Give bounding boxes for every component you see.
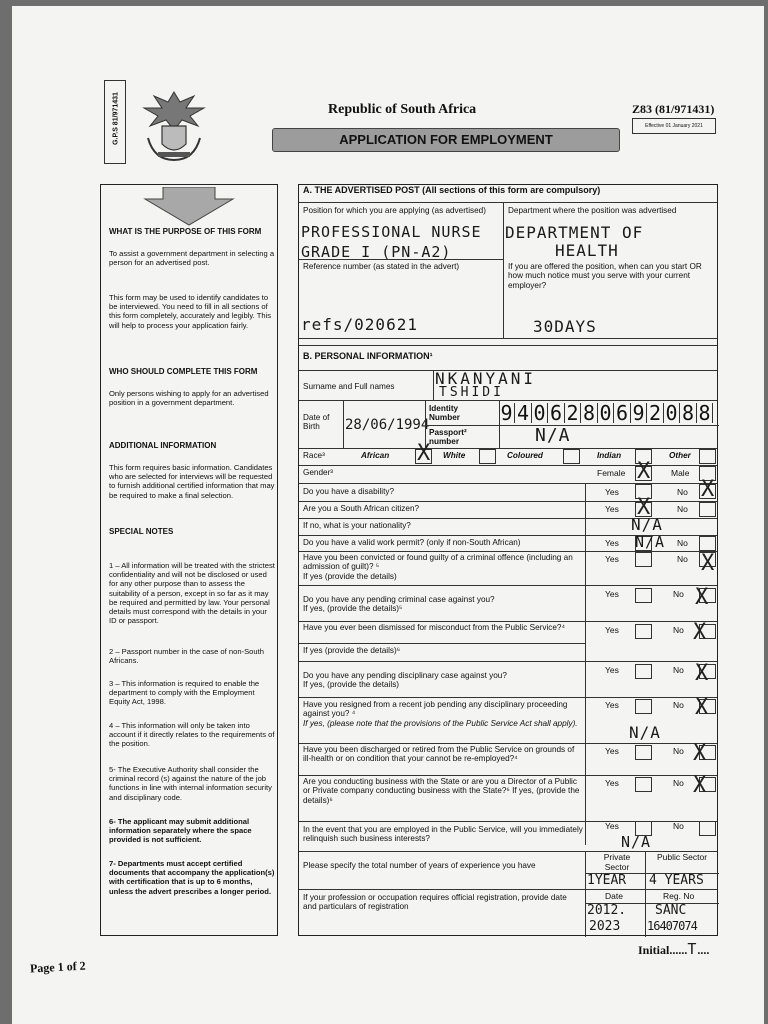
- notice-value[interactable]: 30DAYS: [533, 317, 597, 336]
- disciplinary-yes-box[interactable]: [635, 664, 652, 679]
- section-b-title: B. PERSONAL INFORMATION¹: [303, 351, 433, 361]
- id-digit-box[interactable]: 8: [697, 403, 713, 423]
- discharged-no-mark: X: [693, 741, 707, 766]
- id-digit-box[interactable]: 9: [631, 403, 647, 423]
- pending-criminal-yes-box[interactable]: [635, 588, 652, 603]
- reference-label: Reference number (as stated in the advert): [303, 262, 460, 271]
- id-digit-box[interactable]: 9: [499, 403, 515, 423]
- work-permit-no-box[interactable]: [699, 536, 716, 551]
- nationality-value[interactable]: N/A: [631, 515, 663, 534]
- id-digit-box[interactable]: 0: [598, 403, 614, 423]
- country-name: Republic of South Africa: [328, 102, 477, 117]
- convicted-yes-box[interactable]: [635, 552, 652, 567]
- race-african: African: [361, 451, 390, 460]
- department-value-line-2[interactable]: HEALTH: [555, 241, 619, 260]
- who-heading: WHO SHOULD COMPLETE THIS FORM: [109, 367, 258, 376]
- discharged-yes-box[interactable]: [635, 745, 652, 760]
- registration-question: If your profession or occupation requires official registration, provide date and particulars of registration: [303, 893, 567, 912]
- dob-value[interactable]: 28/06/1994: [345, 417, 430, 433]
- position-value-line-1[interactable]: PROFESSIONAL NURSE: [301, 223, 482, 241]
- gender-label: Gender³: [303, 468, 334, 477]
- dismissed-details: If yes (provide the details)⁶: [303, 646, 401, 655]
- resigned-question: Have you resigned from a recent job pending any disciplinary proceeding against you? ⁴ If yes, (please note that the provisions of the Public Service Act shall apply).: [303, 700, 578, 728]
- dismissed-yes-box[interactable]: [635, 624, 652, 639]
- private-sector-value[interactable]: 1YEAR: [587, 873, 627, 888]
- public-sector-value[interactable]: 4 YEARS: [649, 873, 704, 888]
- race-white: White: [443, 451, 466, 460]
- gps-code: G.P.S 81/971431: [104, 80, 126, 164]
- gender-male: Male: [671, 468, 690, 478]
- disciplinary-question: Do you have any pending disciplinary case against you? If yes, (provide the details): [303, 671, 507, 690]
- pending-criminal-no-mark: X: [695, 585, 709, 610]
- discharged-question: Have you been discharged or retired from the Public Service on grounds of ill-health or on condition that your cannot be re-employed?⁴: [303, 745, 575, 764]
- additional-text: This form requires basic information. Candidates who are selected for interviews will be requested to furnish additional certified information that may be required to make a final selection.: [109, 463, 275, 500]
- purpose-text: To assist a government department in selecting a person for an advertised post.: [109, 249, 275, 268]
- coat-of-arms-icon: [134, 86, 214, 164]
- race-white-checkbox[interactable]: [479, 449, 496, 464]
- note-6: 6- The applicant may submit additional information separately where the space provided is not sufficient.: [109, 817, 252, 845]
- note-3: 3 – This information is required to enable the department to comply with the Employment Equity Act, 1998.: [109, 679, 260, 707]
- relinquish-question: In the event that you are employed in the Public Service, will you immediately relinquish such business interests?: [303, 825, 583, 844]
- surname-value-1[interactable]: NKANYANI: [435, 369, 537, 388]
- citizen-question: Are you a South African citizen?: [303, 504, 420, 513]
- id-digit-box[interactable]: 4: [516, 403, 532, 423]
- note-1: 1 – All information will be treated with the strictest confidentiality and will not be disclosed or used for any other purpose than to assess the suitability of a person, except in so far as it may be required and permitted by law. Your personal details must correspond with the details in your ID or passport.: [109, 561, 275, 626]
- id-digit-box[interactable]: 2: [648, 403, 664, 423]
- dismissed-question: Have you ever been dismissed for misconduct from the Public Service?⁴: [303, 623, 565, 632]
- relinquish-no-box[interactable]: [699, 821, 716, 836]
- convicted-no-mark: X: [701, 551, 715, 576]
- who-text: Only persons wishing to apply for an advertised position in a government department.: [109, 389, 269, 408]
- info-column: [100, 184, 278, 936]
- purpose-heading: WHAT IS THE PURPOSE OF THIS FORM: [109, 227, 262, 236]
- convicted-question: Have you been convicted or found guilty of a criminal offence (including an admission of guilt)? ⁵ If yes (provide the details): [303, 553, 573, 581]
- race-other-checkbox[interactable]: [699, 449, 716, 464]
- pending-criminal-question: Do you have any pending criminal case against you? If yes, (provide the details)⁵: [303, 595, 495, 614]
- reg-date-1[interactable]: 2012.: [587, 903, 627, 918]
- initial-field[interactable]: Initial......T....: [638, 940, 710, 958]
- date-label: Date: [605, 891, 623, 901]
- note-4: 4 – This information will only be taken into account if it directly relates to the requirements of the position.: [109, 721, 275, 749]
- dismissed-no-mark: X: [693, 620, 707, 645]
- note-5: 5- The Executive Authority shall consider the criminal record (s) against the nature of the job functions in line with internal information security and disciplinary code.: [109, 765, 272, 802]
- work-permit-question: Do you have a valid work permit? (only if non-South African): [303, 538, 521, 547]
- race-coloured: Coloured: [507, 451, 543, 460]
- id-digit-box[interactable]: 0: [532, 403, 548, 423]
- public-sector-label: Public Sector: [656, 852, 708, 862]
- passport-value[interactable]: N/A: [535, 425, 571, 446]
- reg-number-1[interactable]: SANC: [655, 903, 687, 918]
- work-permit-value[interactable]: N/A: [635, 533, 666, 551]
- application-table: A. THE ADVERTISED POST (All sections of this form are compulsory) Position for which you are applying (as advertised) PROFESSIONAL NURSE GRADE I (PN-A2) Department where the position was advertised DEPARTMENT OF HEALTH Reference number (as stated in the advert) refs/020621 If you are offered the position, when can you start OR how much notice must you serve with your current employer? 30DAYS B. PERSONAL INFORMATION¹ Surname and Full names NKANYANI TSHIDI Date of Birth 28/06/1994 Identity Number 9 4 0 6 2 8 0 6 9 2 0 8 8 Passport² number N/A Race³ African X White Coloured Indian Other Gender³ Female X Male Do you have a disability? Yes No X Are you a South African citizen? Yes X No If no, what is your nationality? N/A Do you have a valid work permit? (only if non-South African) Yes N/A No Have you been convicted or found guilty of a criminal offence (including an admission of guilt)? ⁵ If yes (provide the details) Yes No X Do you have any pending criminal case against you? If yes, (provide the details)⁵ Yes No X Have you ever been dismissed for misconduct from the Public Service?⁴ Yes No X If yes (provide the details)⁶ Do you have any pending disciplinary case against you? If yes, (provide the details) Yes No X Have you resigned from a recent job pending any disciplinary proceeding against you? ⁴ If yes, (please note that the provisions of the Public Service Act shall apply). Yes No X N/A Have you been discharged or retired from the Public Service on grounds of ill-health or on condition that your cannot be re-employed?⁴ Yes No X Are you conducting business with the State or are you a Director of a Public or Private company conducting business with the State?⁶ If yes, (provide the details)⁶ Yes No X In the event that you are employed in the Public Service, will you immediately relinquish such business interests? Yes No N/A Please specify the total number of years of experience you have Private Sector Public Sector 1YEAR 4 YEARS If your profession or occupation requires official registration, provide date and particulars of registration Date Reg. No 2012. 2023 SANC 16407074: [298, 184, 718, 936]
- citizen-yes-mark: X: [637, 495, 651, 520]
- business-no-mark: X: [693, 773, 707, 798]
- form-number: Z83 (81/971431): [632, 102, 715, 116]
- disciplinary-no-mark: X: [695, 661, 709, 686]
- race-other: Other: [669, 451, 691, 460]
- effective-date: Effective 01 January 2021: [632, 118, 716, 134]
- passport-label: Passport² number: [429, 428, 467, 447]
- gender-female: Female: [597, 468, 626, 478]
- resigned-no-mark: X: [695, 695, 709, 720]
- id-digit-box[interactable]: 8: [582, 403, 598, 423]
- department-label: Department where the position was advertised: [508, 206, 677, 215]
- id-number-boxes[interactable]: [499, 403, 715, 423]
- experience-question: Please specify the total number of years of experience you have: [303, 861, 536, 870]
- reference-value[interactable]: refs/020621: [301, 315, 418, 334]
- disability-no-mark: X: [701, 477, 715, 502]
- id-digit-box[interactable]: 0: [664, 403, 680, 423]
- female-mark: X: [637, 459, 651, 484]
- reg-label: Reg. No: [663, 891, 695, 901]
- nationality-question: If no, what is your nationality?: [303, 521, 411, 530]
- race-african-mark: X: [417, 441, 431, 466]
- business-question: Are you conducting business with the State or are you a Director of a Public or Private company conducting business with the State?⁶ If yes, (provide the details)⁶: [303, 777, 580, 805]
- position-label: Position for which you are applying (as advertised): [303, 206, 486, 215]
- id-digit-box[interactable]: 8: [681, 403, 697, 423]
- id-digit-box[interactable]: 6: [615, 403, 631, 423]
- arrow-down-icon: [141, 187, 237, 227]
- section-a-title: A. THE ADVERTISED POST (All sections of this form are compulsory): [303, 185, 601, 195]
- resigned-value[interactable]: N/A: [629, 723, 661, 742]
- race-label: Race³: [303, 451, 325, 460]
- private-sector-label: Private Sector: [603, 852, 631, 872]
- resigned-yes-box[interactable]: [635, 699, 652, 714]
- citizen-no-box[interactable]: [699, 502, 716, 517]
- race-coloured-checkbox[interactable]: [563, 449, 580, 464]
- reg-date-2[interactable]: 2023: [589, 919, 621, 934]
- note-2: 2 – Passport number in the case of non-South Africans.: [109, 647, 264, 666]
- dob-label: Date of Birth: [303, 413, 330, 432]
- form-title-banner: APPLICATION FOR EMPLOYMENT: [272, 128, 620, 152]
- reg-number-2[interactable]: 16407074: [647, 919, 697, 933]
- use-text: This form may be used to identify candidates to be interviewed. You need to fill in all sections of this form completely, accurately and legibly. This will help to process your application fairly.: [109, 293, 272, 330]
- disability-question: Do you have a disability?: [303, 487, 395, 496]
- surname-value-2[interactable]: TSHIDI: [439, 385, 504, 400]
- note-7: 7- Departments must accept certified documents that accompany the application(s) with certification that is up to 6 months, unless the advert prescribes a longer period.: [109, 859, 275, 896]
- business-yes-box[interactable]: [635, 777, 652, 792]
- additional-heading: ADDITIONAL INFORMATION: [109, 441, 217, 450]
- id-label: Identity Number: [429, 404, 460, 423]
- surname-label: Surname and Full names: [303, 382, 395, 391]
- id-digit-box[interactable]: 2: [565, 403, 581, 423]
- relinquish-value[interactable]: N/A: [621, 833, 652, 851]
- page-number: Page 1 of 2: [29, 958, 86, 976]
- notice-label: If you are offered the position, when can you start OR how much notice must you serve with your current employer?: [508, 262, 702, 290]
- department-value-line-1[interactable]: DEPARTMENT OF: [505, 223, 644, 242]
- position-value-line-2[interactable]: GRADE I (PN-A2): [301, 243, 452, 261]
- race-indian: Indian: [597, 451, 622, 460]
- notes-heading: SPECIAL NOTES: [109, 527, 174, 536]
- id-digit-box[interactable]: 6: [549, 403, 565, 423]
